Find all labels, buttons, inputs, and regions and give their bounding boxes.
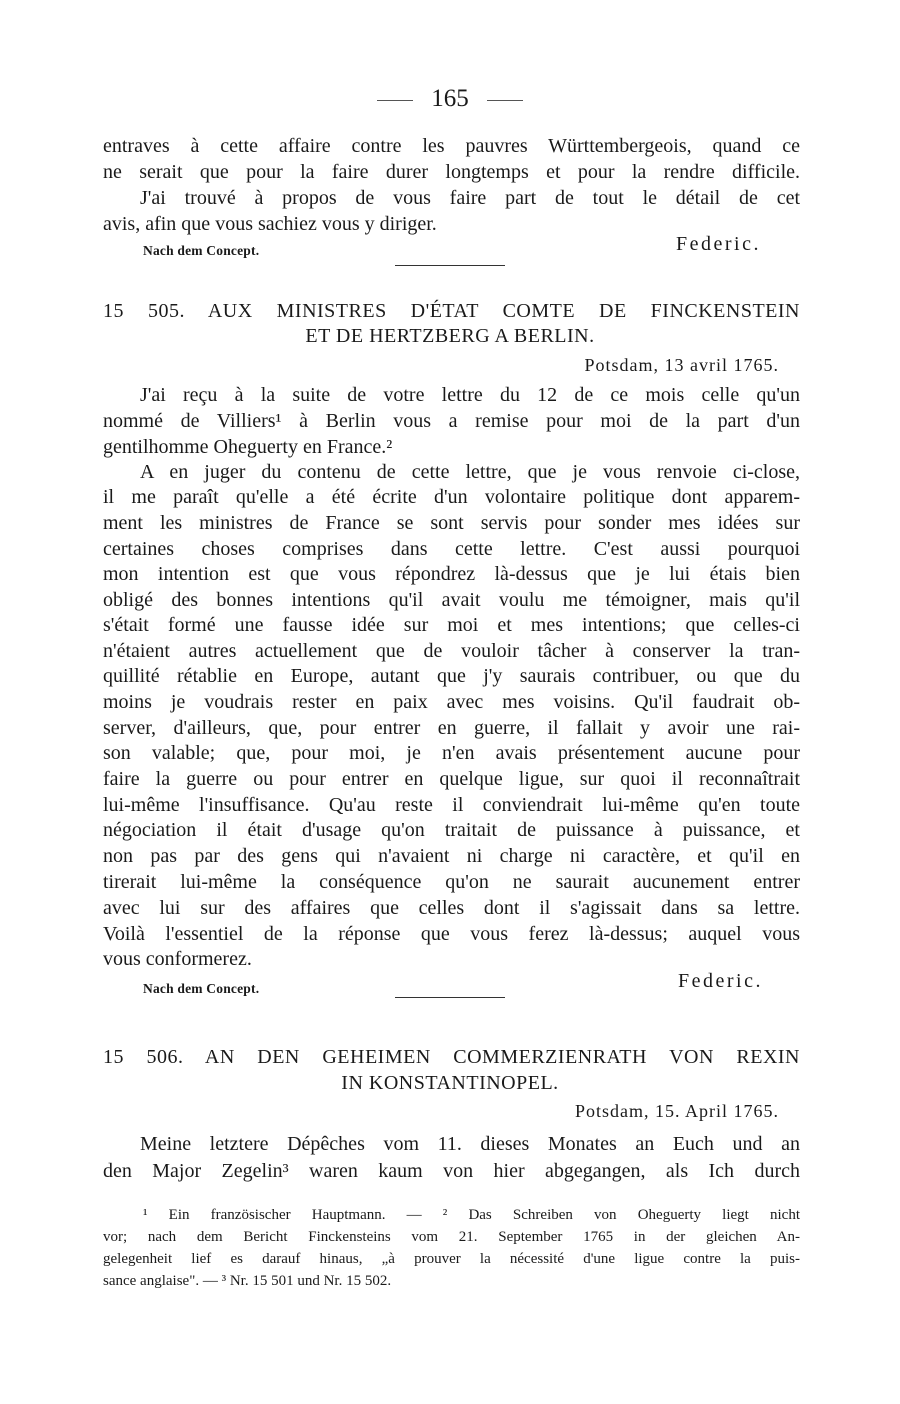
concept-note: Nach dem Concept.: [143, 981, 260, 996]
letter-heading: 15 506. AN DEN GEHEIMEN COMMERZIENRATH VON REXIN: [103, 1046, 800, 1068]
text-line: quillité rétablie en Europe, autant que j'y saurais contribuer, ou que du: [103, 665, 800, 687]
letter-heading-continued: ET DE HERTZBERG A BERLIN.: [305, 325, 595, 347]
dateline: Potsdam, 13 avril 1765.: [584, 355, 779, 375]
signature: Federic.: [678, 970, 763, 992]
letter-heading-continued: IN KONSTANTINOPEL.: [341, 1072, 559, 1094]
dateline: Potsdam, 15. April 1765.: [574, 1101, 779, 1121]
text-line: entraves à cette affaire contre les pauvres Württembergeois, quand ce: [103, 135, 800, 157]
text-line: obligé des bonnes intentions qu'il avait voulu me témoigner, mais qu'il: [103, 589, 800, 611]
text-line: nommé de Villiers¹ à Berlin vous a remise pour moi de la part d'un: [103, 410, 800, 432]
footnote-line: ¹ Ein französischer Hauptmann. — ² Das Schreiben von Oheguerty liegt nicht: [143, 1207, 800, 1223]
page-header: [0, 84, 900, 114]
text-line: J'ai trouvé à propos de vous faire part de tout le détail de cet: [140, 187, 800, 209]
footnote-line: sance anglaise". — ³ Nr. 15 501 und Nr. 15 502.: [103, 1273, 392, 1289]
text-line: tirerait lui-même la conséquence qu'on ne saurait aucunement entrer: [103, 871, 800, 893]
text-line: Voilà l'essentiel de la réponse que vous ferez là-dessus; auquel vous: [103, 923, 800, 945]
text-line: avis, afin que vous sachiez vous y diriger.: [103, 213, 437, 235]
text-line: J'ai reçu à la suite de votre lettre du 12 de ce mois celle qu'un: [140, 384, 800, 406]
text-line: faire la guerre ou pour entrer en quelque ligue, sur quoi il reconnaîtrait: [103, 768, 800, 790]
text-line: ne serait que pour la faire durer longtemps et pour la rendre difficile.: [103, 161, 800, 183]
text-line: négociation il était d'usage qu'on traitait de puissance à puissance, et: [103, 819, 800, 841]
letter-heading: 15 505. AUX MINISTRES D'ÉTAT COMTE DE FINCKENSTEIN: [103, 300, 800, 322]
signature: Federic.: [676, 233, 761, 255]
text-line: s'était formé une fausse idée sur moi et mes intentions; que celles-ci: [103, 614, 800, 636]
text-line: il me paraît qu'elle a été écrite d'un volontaire politique dont apparem-: [103, 486, 800, 508]
text-line: lui-même l'insuffisance. Qu'au reste il conviendrait lui-même qu'en toute: [103, 794, 800, 816]
text-line: certaines choses comprises dans cette lettre. C'est aussi pourquoi: [103, 538, 800, 560]
text-line: server, d'ailleurs, que, pour entrer en guerre, il fallait y avoir une rai-: [103, 717, 800, 739]
text-line: gentilhomme Oheguerty en France.²: [103, 436, 393, 458]
text-line: avec lui sur des affaires que celles dont il s'agissait dans sa lettre.: [103, 897, 800, 919]
text-line: Meine letztere Dépêches vom 11. dieses Monates an Euch und an: [140, 1133, 800, 1155]
footnote-line: gelegenheit lief es darauf hinaus, „à prouver la nécessité d'une ligue contre la puis-: [103, 1251, 800, 1267]
header-dash-right: [487, 100, 523, 101]
text-line: non pas par des gens qui n'avaient ni charge ni caractère, et qu'il en: [103, 845, 800, 867]
text-line: son valable; que, pour moi, je n'en avais présentement aucune pour: [103, 742, 800, 764]
text-line: den Major Zegelin³ waren kaum von hier abgegangen, als Ich durch: [103, 1160, 800, 1182]
text-line: moins je voudrais rester en paix avec mes voisins. Qu'il faudrait ob-: [103, 691, 800, 713]
text-line: ment les ministres de France se sont servis pour sonder mes idées sur: [103, 512, 800, 534]
text-line: vous conformerez.: [103, 948, 252, 970]
text-line: mon intention est que vous répondrez là-dessus que je lui étais bien: [103, 563, 800, 585]
header-dash-left: [377, 100, 413, 101]
page-number: 165: [431, 85, 469, 112]
section-separator: [395, 265, 505, 266]
text-line: n'étaient autres actuellement que de vouloir tâcher à conserver la tran-: [103, 640, 800, 662]
text-line: A en juger du contenu de cette lettre, que je vous renvoie ci-close,: [140, 461, 800, 483]
concept-note: Nach dem Concept.: [143, 243, 260, 258]
section-separator: [395, 997, 505, 998]
footnote-line: vor; nach dem Bericht Finckensteins vom 21. September 1765 in der gleichen An-: [103, 1229, 800, 1245]
